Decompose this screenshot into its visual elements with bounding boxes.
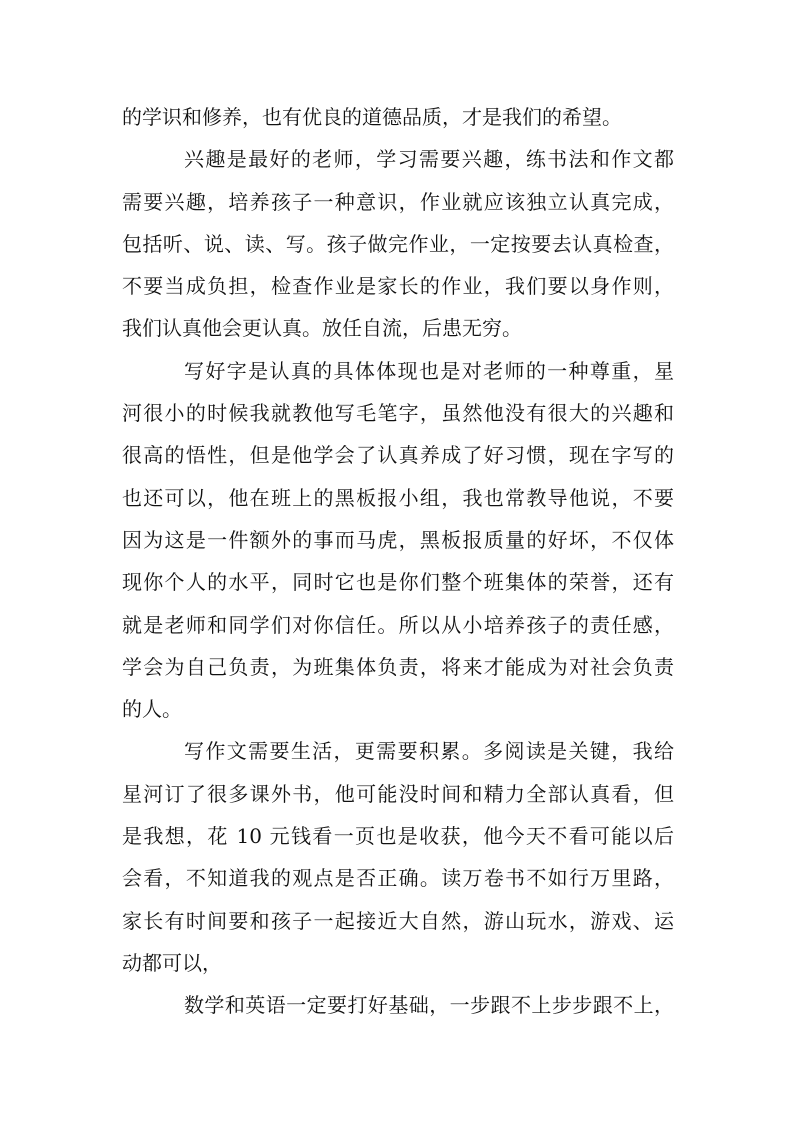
text-line: 的学识和修养，也有优良的道德品质，才是我们的希望。 (122, 105, 622, 129)
text-line: 就是老师和同学们对你信任。所以从小培养孩子的责任感， (122, 612, 674, 637)
text-line: 我们认真他会更认真。放任自流，后患无穷。 (122, 316, 522, 341)
text-line: 学会为自己负责，为班集体负责，将来才能成为对社会负责 (122, 654, 674, 679)
text-line: 星河订了很多课外书，他可能没时间和精力全部认真看，但 (122, 781, 674, 806)
text-line: 包括听、说、读、写。孩子做完作业，一定按要去认真检查， (122, 231, 674, 256)
paragraph-first-line: 写作文需要生活，更需要积累。多阅读是关键，我给 (184, 739, 674, 764)
text-line: 需要兴趣，培养孩子一种意识，作业就应该独立认真完成， (122, 189, 674, 214)
text-line: 是我想，花 10 元钱看一页也是收获，他今天不看可能以后 (122, 824, 674, 849)
text-line: 动都可以， (122, 950, 222, 975)
text-line: 不要当成负担，检查作业是家长的作业，我们要以身作则， (122, 274, 674, 299)
body-text (122, 96, 674, 1027)
paragraph-first-line: 兴趣是最好的老师，学习需要兴趣，练书法和作文都 (184, 147, 674, 172)
text-line: 的人。 (122, 697, 182, 722)
text-line: 很高的悟性，但是他学会了认真养成了好习惯，现在字写的 (122, 443, 674, 468)
text-line: 也还可以，他在班上的黑板报小组，我也常教导他说，不要 (122, 485, 674, 510)
paragraph-first-line: 写好字是认真的具体体现也是对老师的一种尊重，星 (184, 358, 674, 383)
paragraph-first-line: 数学和英语一定要打好基础，一步跟不上步步跟不上， (184, 993, 674, 1018)
text-line: 现你个人的水平，同时它也是你们整个班集体的荣誉，还有 (122, 570, 674, 595)
text-line: 家长有时间要和孩子一起接近大自然，游山玩水，游戏、运 (122, 908, 674, 933)
text-line: 因为这是一件额外的事而马虎，黑板报质量的好坏，不仅体 (122, 527, 674, 552)
text-line: 河很小的时候我就教他写毛笔字，虽然他没有很大的兴趣和 (122, 401, 674, 426)
text-line: 会看，不知道我的观点是否正确。读万卷书不如行万里路， (122, 866, 674, 891)
